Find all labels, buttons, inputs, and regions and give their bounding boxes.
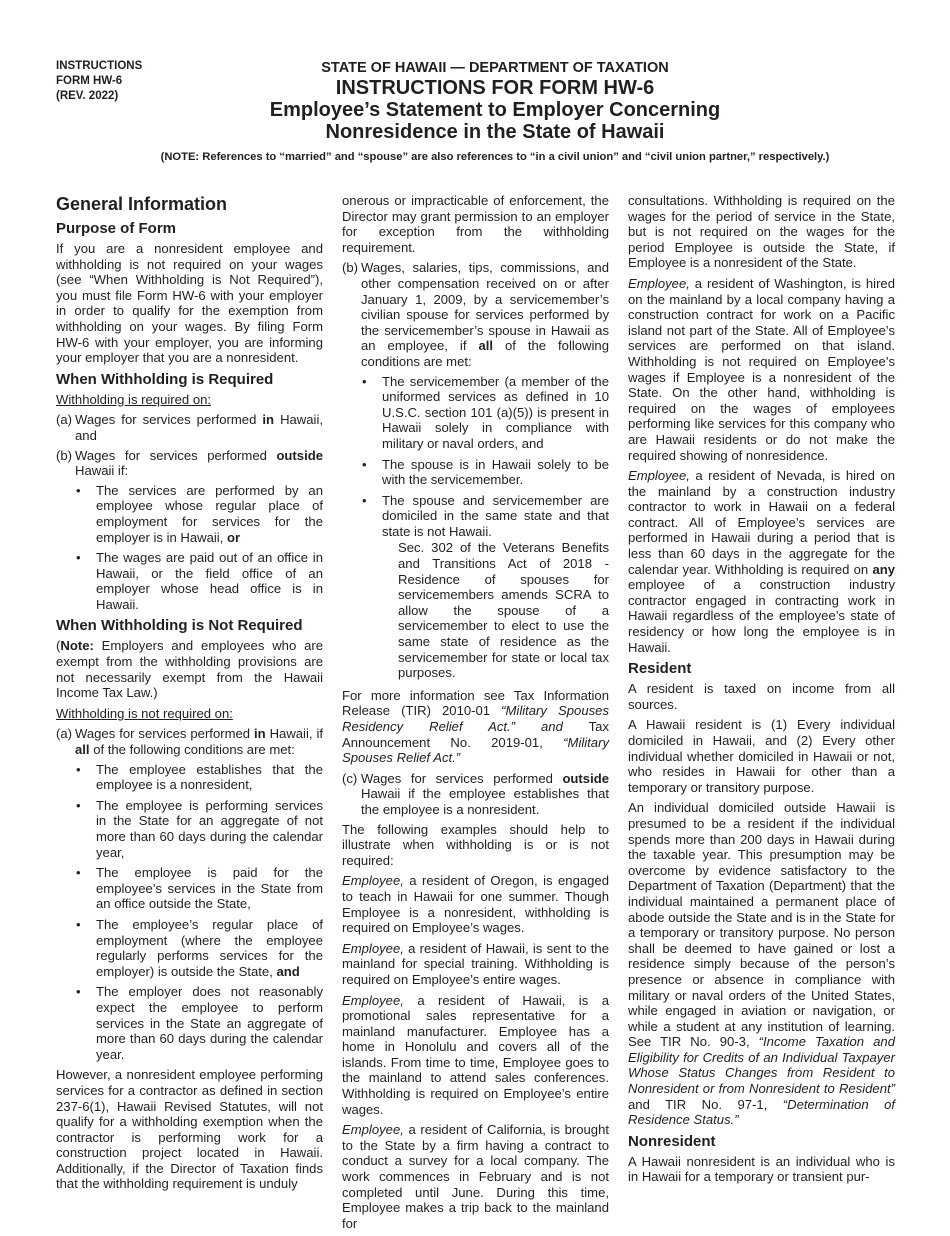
form-subtitle-2: Nonresidence in the State of Hawaii: [325, 121, 665, 143]
example-training: Employee, a resident of Hawaii, is sent to the mainland for special training. Withholding is required on Employee’s entire wages.: [342, 940, 609, 987]
required-intro: Withholding is required on:: [56, 391, 212, 407]
contractor-paragraph: However, a nonresident employee performing services for a contractor as defined in section 237-6(1), Hawaii Revised Statutes, will not qualify for a withholding exemption when the contractor is performing work for a construction project located in Hawaii. Additionally, if the Director of Taxation finds that the withholding requirement is unduly: [56, 1067, 323, 1192]
nonresident-heading: Nonresident: [628, 1132, 716, 1150]
resident-heading: Resident: [628, 660, 692, 678]
servicemember-bullets: [342, 374, 609, 540]
list-item: • The servicemember (a member of the uniformed services as defined in 10 U.S.C. section 101 (a)(5)) is present in Hawaii solely in compliance with military or naval orders, and: [362, 374, 609, 452]
example-sales: Employee, a resident of Hawaii, is a promotional sales representative for a mainland manufacturer. Employee has a home in Honolulu and covers all of the islands. From time to time, Employee goes to the mainland to attend sales conferences. Withholding is required on Employee’s entire wages.: [342, 992, 609, 1117]
general-information-heading: General Information: [56, 194, 228, 214]
consultations-continuation: consultations. Withholding is required on the wages for the period of service in the State, but is not required on the wages for the period Employee is outside the State, if Employee is a nonresident of the State.: [628, 193, 895, 271]
purpose-paragraph: If you are a nonresident employee and withholding is not required on your wages (see “When Withholding is Not Required”), you must file Form HW-6 with your employer in order to qualify for the exemption from withholding on your wages. By filing Form HW-6 with your employer, you are informing your employer that you are a nonresident.: [56, 241, 323, 366]
list-item: • The spouse and servicemember are domiciled in the same state and that state is not Hawaii.: [362, 493, 609, 540]
not-required-intro: Withholding is not required on:: [56, 705, 233, 721]
resident-paragraph-3: An individual domiciled outside Hawaii is presumed to be a resident if the individual spends more than 200 days in Hawaii during the taxable year. This presumption may be overcome by evidence satisfactory to the Department of Taxation (Department) that the individual maintained a permanent place of abode outside the State and is in the State for a temporary or transitory purpose. No person shall be deemed to have gained or lost a residence simply because of the person’s presence or absence in compliance with military or naval orders of the United States, while engaged in aviation or navigation, or while a student at any institution of learning. See TIR No. 90-3, “Income Taxation and Eligibility for Credits of an Individual Taxpayer Whose Status Changes from Resident to Nonresident or from Nonresident to Resident” and TIR No. 97-1, “Determination of Residence Status.”: [628, 800, 895, 1128]
list-item: • The wages are paid out of an office in Hawaii, or the field office of an employer whose head office is in Hawaii.: [76, 550, 323, 612]
example-washington: Employee, a resident of Washington, is hired on the mainland by a local company having a construction contract for work on a Pacific island not part of the State. All of Employee’s services are performed on that island. Withholding is not required on Employee’s wages if Employee is a nonresident of the State. On the other hand, withholding is required on the wages of employees performing like services for this company who are Hawaii residents or do not make the required showing of nonresidence.: [628, 275, 895, 463]
column-1: [56, 190, 323, 1197]
example-nevada: Employee, a resident of Nevada, is hired on the mainland by a construction industry contractor to work in Hawaii on a federal contract. All of Employee’s services are performed in Hawaii during a period that is less than 60 days in the aggregate for the calendar year. Withholding is required on any employee of a construction industry contractor engaged in contracting work in Hawaii regardless of the employee’s state of residency or how long the employee is in Hawaii.: [628, 468, 895, 655]
form-subtitle-1: Employee’s Statement to Employer Concerning: [269, 99, 721, 121]
withholding-required-heading: When Withholding is Required: [56, 370, 274, 388]
more-info-paragraph: For more information see Tax Information Release (TIR) 2010-01 “Military Spouses Residency Relief Act.” and Tax Announcement No. 2019-01, “Military Spouses Relief Act.”: [342, 687, 609, 766]
example-oregon: Employee, a resident of Oregon, is engaged to teach in Hawaii for one summer. Though Employee is a nonresident, withholding is required on Employee’s wages.: [342, 873, 609, 936]
not-required-item-b: (b) Wages, salaries, tips, commissions, and other compensation received on or after January 1, 2009, by a servicemember’s civilian spouse for services performed by the servicemember’s spouse in Hawaii as an employee, if all of the following conditions are met:: [342, 260, 609, 369]
exempt-note: (Note: Employers and employees who are exempt from the withholding provisions are not necessarily exempt from the Hawaii Income Tax Law.): [56, 638, 323, 701]
list-item: • The services are performed by an employee whose regular place of employment for services for the employer is in Hawaii, or: [76, 483, 323, 545]
required-b-bullets: [56, 483, 323, 613]
required-item-a: (a) Wages for services performed in Hawaii, and: [56, 412, 323, 443]
required-item-b: (b) Wages for services performed outside Hawaii if:: [56, 447, 323, 479]
agency-title: STATE OF HAWAII — DEPARTMENT OF TAXATION: [321, 60, 669, 76]
form-id-line2: FORM HW-6: [56, 75, 123, 87]
not-required-item-c: (c) Wages for services performed outside Hawaii if the employee establishes that the employee is a nonresident.: [342, 770, 609, 817]
not-required-a-bullets: [56, 762, 323, 1063]
title-block: [0, 59, 950, 163]
list-item: • The employee is performing services in the State for an aggregate of not more than 60 days during the calendar year,: [76, 798, 323, 860]
purpose-heading: Purpose of Form: [56, 220, 177, 237]
civil-union-note: (NOTE: References to “married” and “spouse” are also references to “in a civil union” and “civil union partner,” respectively.): [160, 151, 830, 163]
resident-paragraph-2: A Hawaii resident is (1) Every individual domiciled in Hawaii, and (2) Every other individual whether domiciled in Hawaii or not, who resides in Hawaii for other than a temporary or transitory purpose.: [628, 717, 895, 795]
list-item: • The employee establishes that the employee is a nonresident,: [76, 762, 323, 793]
list-item: • The employee’s regular place of employment (where the employee regularly performs services for the employer) is outside the State, and: [76, 917, 323, 979]
director-continuation: onerous or impracticable of enforcement, the Director may grant permission to an employer for exception from the withholding requirement.: [342, 193, 609, 255]
form-id-line3: (REV. 2022): [56, 90, 119, 102]
not-required-item-a: (a) Wages for services performed in Hawaii, if all of the following conditions are met:: [56, 726, 323, 758]
list-item: • The spouse is in Hawaii solely to be with the servicemember.: [362, 457, 609, 488]
form-id-line1: INSTRUCTIONS: [56, 60, 143, 72]
list-item: • The employee is paid for the employee’s services in the State from an office outside the State,: [76, 865, 323, 912]
list-item: • The employer does not reasonably expect the employee to perform services in the State an aggregate of more than 60 days during the calendar year.: [76, 984, 323, 1062]
example-california: Employee, a resident of California, is brought to the State by a firm having a contract to conduct a survey for a local company. The work commences in February and is not completed until June. During this time, Employee makes a trip back to the mainland for: [342, 1122, 609, 1231]
nonresident-paragraph: A Hawaii nonresident is an individual who is in Hawaii for a temporary or transient pur-: [628, 1153, 895, 1185]
resident-paragraph-1: A resident is taxed on income from all sources.: [628, 681, 895, 712]
column-3: [628, 193, 895, 1190]
withholding-not-required-heading: When Withholding is Not Required: [56, 617, 303, 635]
sec302-paragraph: Sec. 302 of the Veterans Benefits and Transitions Act of 2018 - Residence of spouses for servicemembers amends SCRA to allow the spouse of a servicemember to elect to use the same state of residence as the servicemember for state or local tax purposes.: [398, 540, 609, 681]
examples-intro: The following examples should help to illustrate when withholding is or is not required:: [342, 821, 609, 868]
form-title: INSTRUCTIONS FOR FORM HW-6: [335, 77, 655, 99]
column-2: [342, 193, 609, 1236]
